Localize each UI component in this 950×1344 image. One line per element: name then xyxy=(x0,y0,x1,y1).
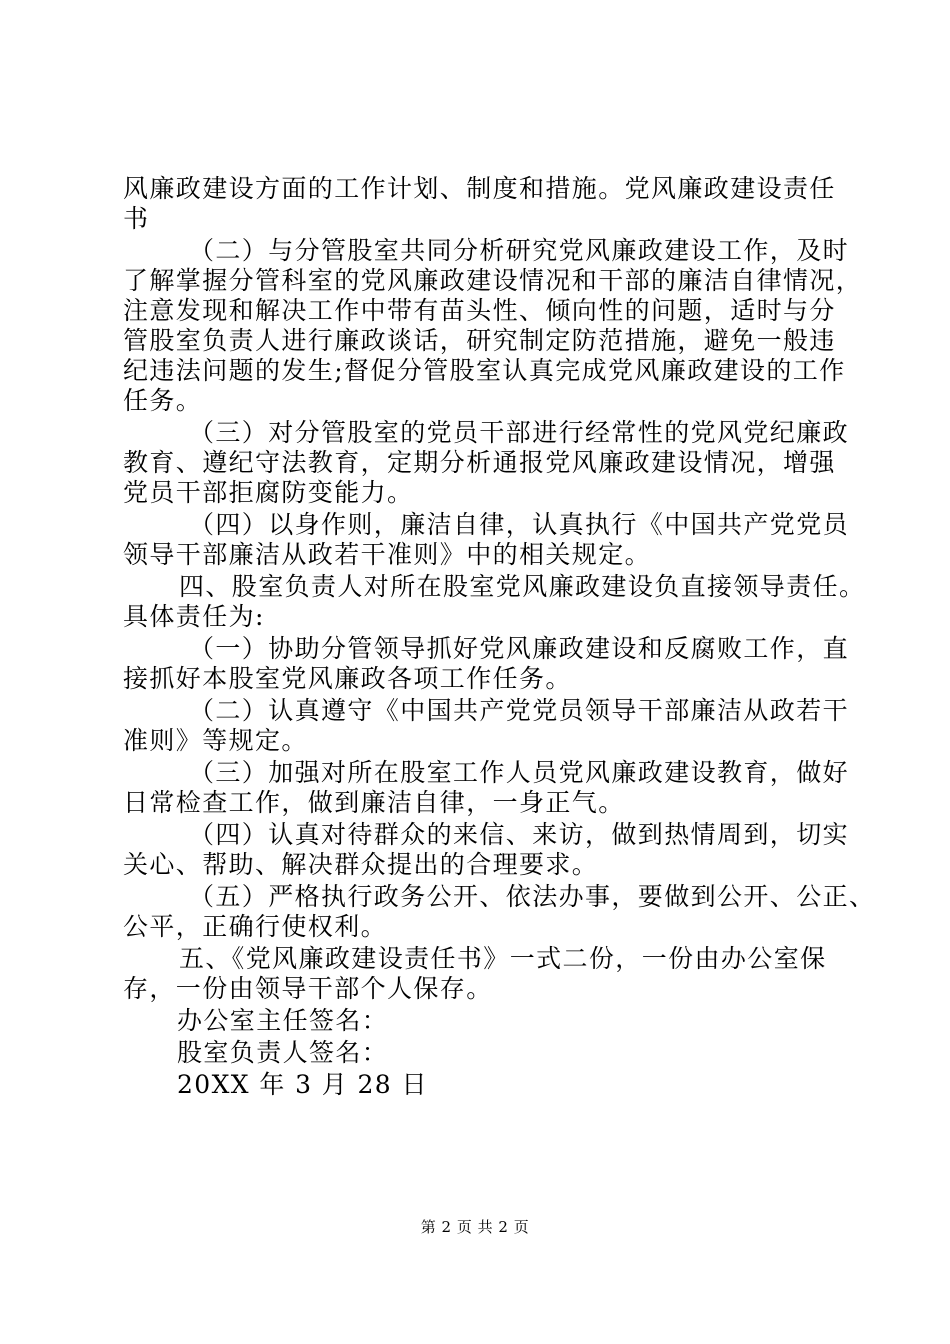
text-line: 任务。 xyxy=(123,386,203,415)
paragraph-start: （二）与分管股室共同分析研究党风廉政建设工作，及时 xyxy=(189,236,850,265)
text-line: 管股室负责人进行廉政谈话，研究制定防范措施，避免一般违 xyxy=(123,326,836,355)
page-number-footer: 第 2 页 共 2 页 xyxy=(420,1218,530,1236)
paragraph-start: （一）协助分管领导抓好党风廉政建设和反腐败工作，直 xyxy=(189,634,850,663)
text-line: 准则》等规定。 xyxy=(123,726,308,755)
paragraph-start: （三）加强对所在股室工作人员党风廉政建设教育，做好 xyxy=(189,758,850,787)
text-line: 书 xyxy=(123,204,150,233)
section-heading: 五、《党风廉政建设责任书》一式二份，一份由办公室保 xyxy=(179,944,827,973)
paragraph-start: （三）对分管股室的党员干部进行经常性的党风党纪廉政 xyxy=(189,418,850,447)
text-line: 具体责任为: xyxy=(123,602,265,631)
text-line: 纪违法问题的发生;督促分管股室认真完成党风廉政建设的工作 xyxy=(123,356,846,385)
paragraph-start: （五）严格执行政务公开、依法办事，要做到公开、公正、 xyxy=(189,882,876,911)
paragraph-start: （二）认真遵守《中国共产党党员领导干部廉洁从政若干 xyxy=(189,696,850,725)
section-head-signature-label: 股室负责人签名： xyxy=(177,1038,389,1067)
text-line: 教育、遵纪守法教育，定期分析通报党风廉政建设情况，增强 xyxy=(123,448,836,477)
section-heading: 四、股室负责人对所在股室党风廉政建设负直接领导责任。 xyxy=(179,572,866,601)
text-line: 注意发现和解决工作中带有苗头性、倾向性的问题，适时与分 xyxy=(123,296,836,325)
text-line: 存，一份由领导干部个人保存。 xyxy=(123,974,493,1003)
paragraph-start: （四）以身作则，廉洁自律，认真执行《中国共产党党员 xyxy=(189,510,850,539)
text-line: 日常检查工作，做到廉洁自律，一身正气。 xyxy=(123,788,625,817)
text-line: 接抓好本股室党风廉政各项工作任务。 xyxy=(123,664,572,693)
text-line: 领导干部廉洁从政若干准则》中的相关规定。 xyxy=(123,540,652,569)
document-date: 20XX 年 3 月 28 日 xyxy=(177,1070,428,1099)
text-line: 了解掌握分管科室的党风廉政建设情况和干部的廉洁自律情况， xyxy=(123,266,863,295)
office-director-signature-label: 办公室主任签名： xyxy=(177,1006,389,1035)
text-line: 风廉政建设方面的工作计划、制度和措施。党风廉政建设责任 xyxy=(123,174,836,203)
text-line: 党员干部拒腐防变能力。 xyxy=(123,478,414,507)
paragraph-start: （四）认真对待群众的来信、来访，做到热情周到，切实 xyxy=(189,820,850,849)
document-body xyxy=(123,174,876,1100)
text-line: 公平，正确行使权利。 xyxy=(123,912,388,941)
text-line: 关心、帮助、解决群众提出的合理要求。 xyxy=(123,850,599,879)
